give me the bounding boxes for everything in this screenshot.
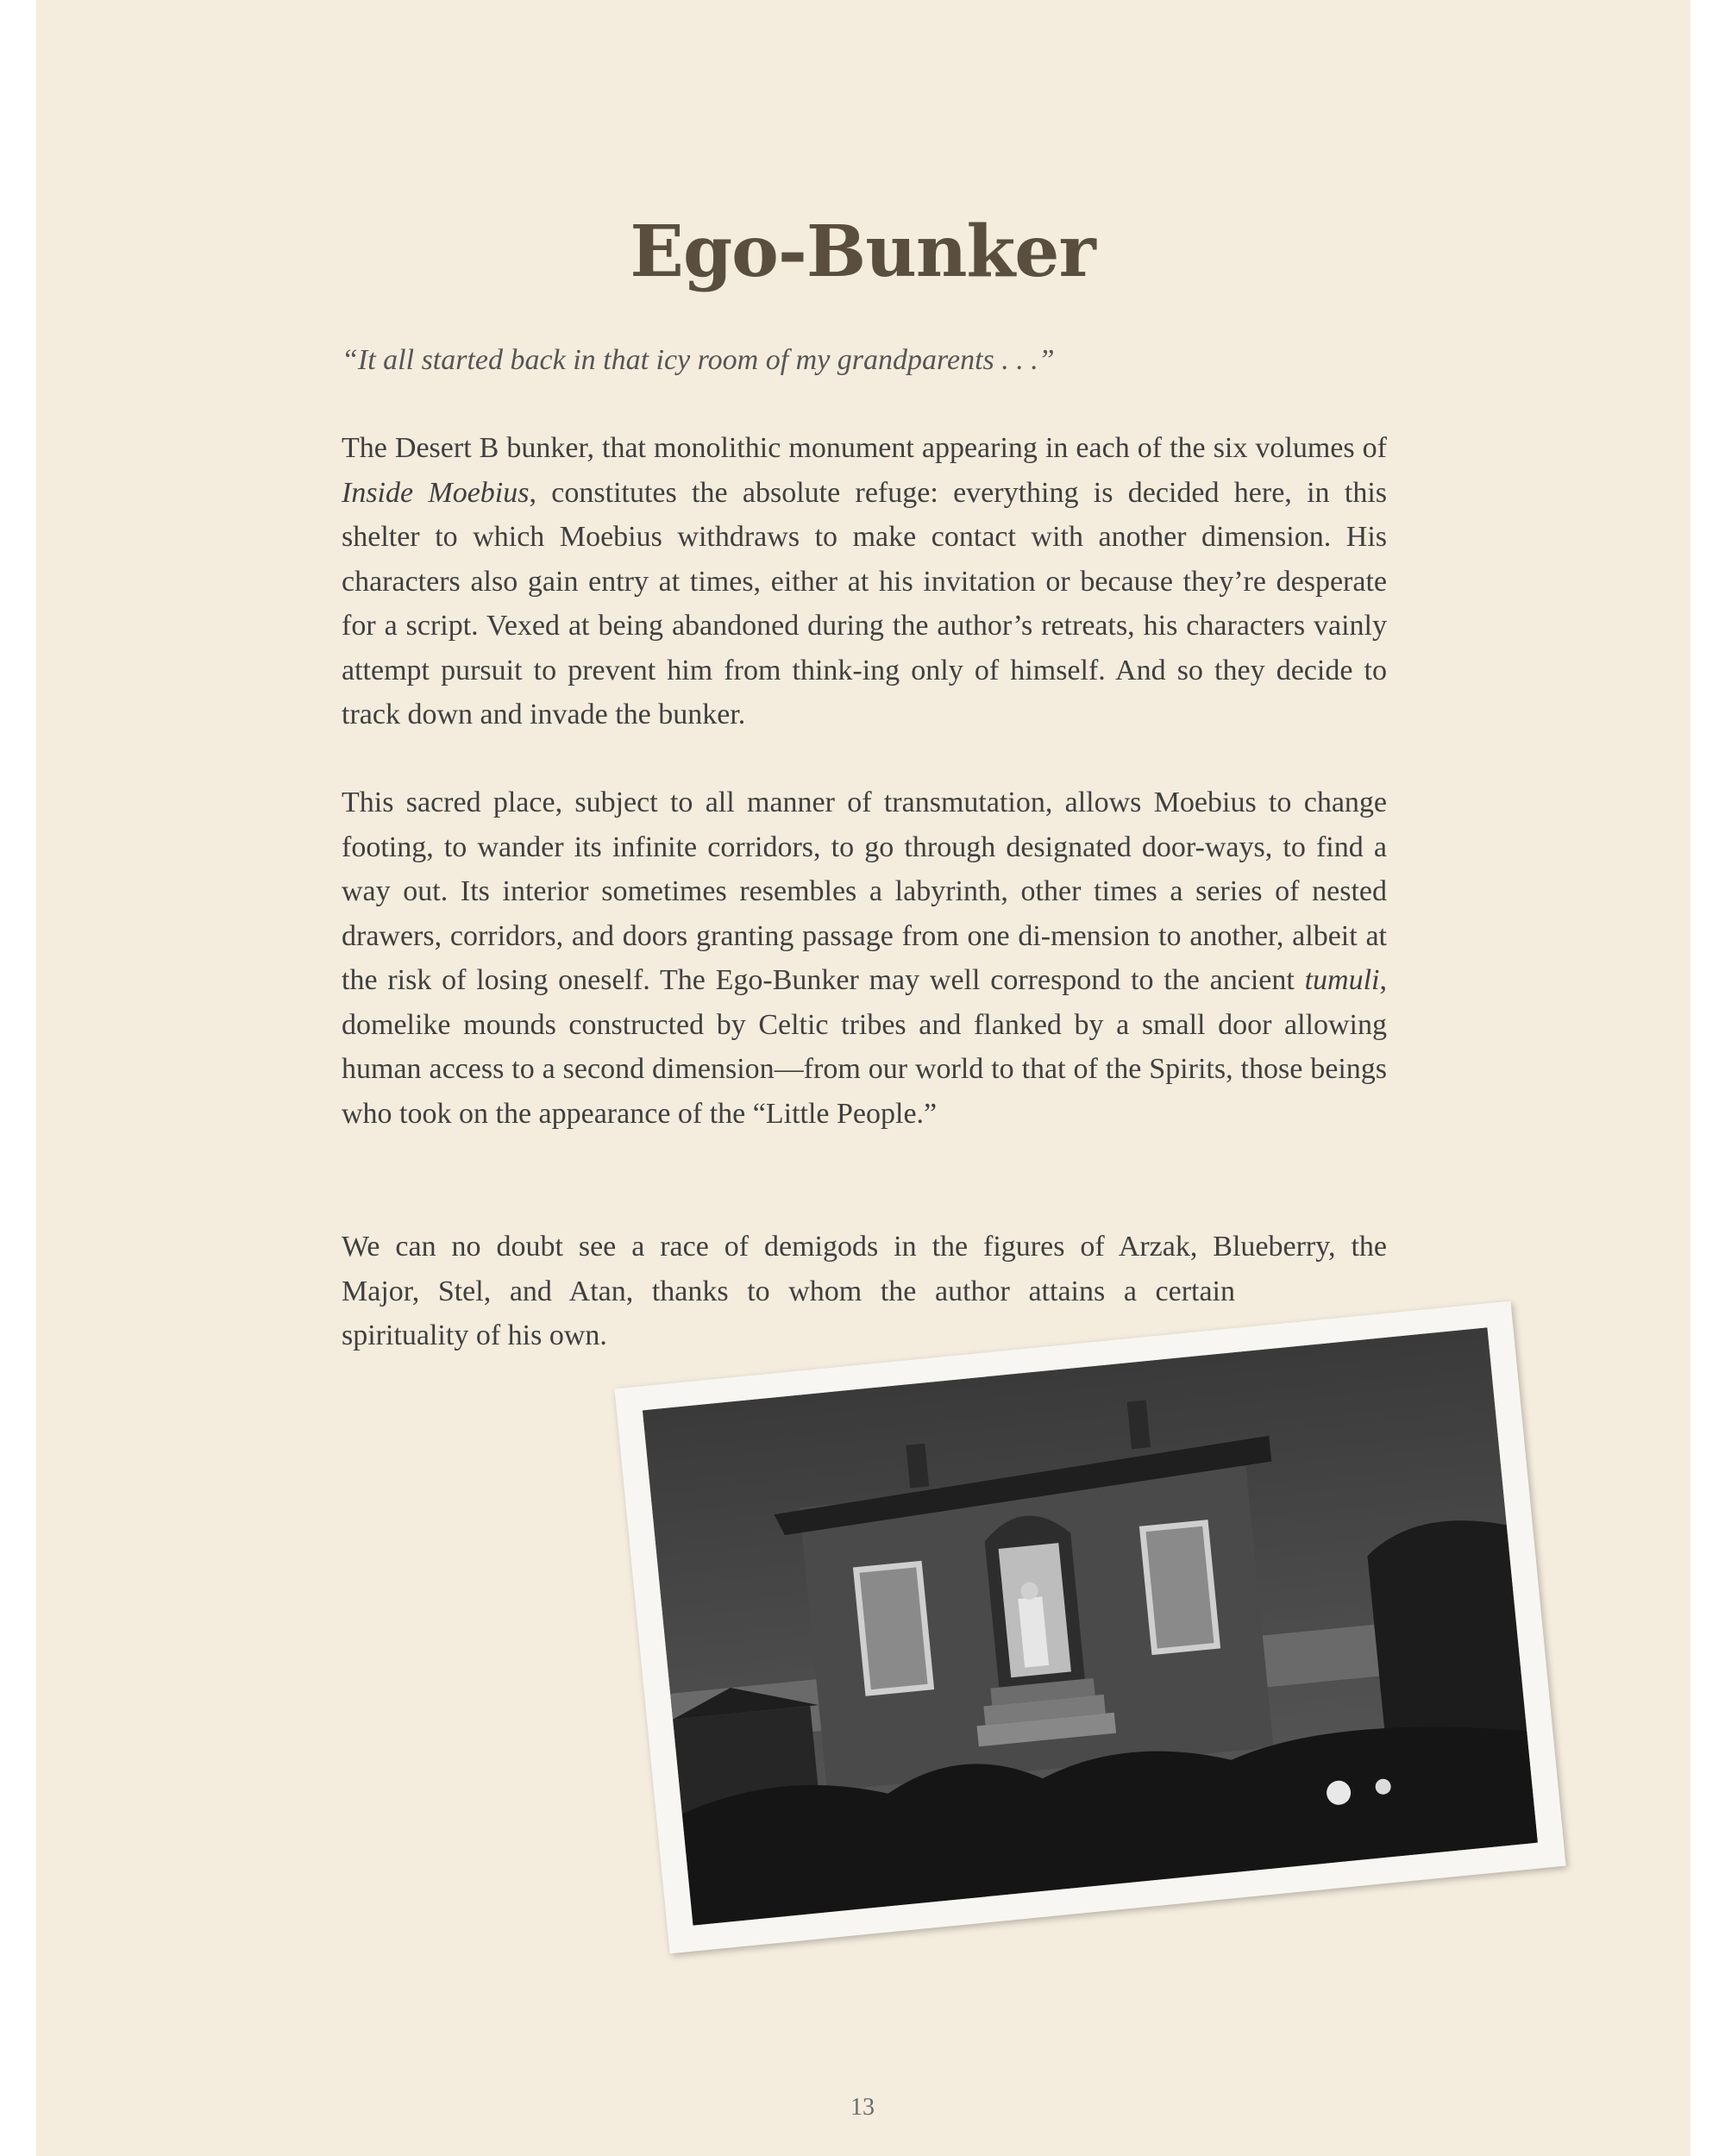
paragraph-1-text-b: , constitutes the absolute refuge: everything is decided here, in this shelter to which Moebius withdraws to make contact with another dimension. His characters also gain entry at times, either at his invitation or because they’re desperate for a script. Vexed at being abandoned during the author’s retreats, his characters vainly attempt pursuit to prevent him from think-ing only of himself. And so they decide to track down and invade the bunker.	[342, 476, 1387, 730]
book-title-inside-moebius: Inside Moebius	[342, 476, 530, 509]
page-title: Ego-Bunker	[630, 210, 1095, 293]
paragraph-3-line-1: We can no doubt see a race of demigods in the figures of Arzak, Blueberry, the	[342, 1231, 1387, 1263]
house-photo-image	[643, 1327, 1538, 1925]
paragraph-2	[342, 780, 1387, 1136]
paragraph-2-text-a: This sacred place, subject to all manner of transmutation, allows Moebius to change footing, to wander its infinite corridors, to go through designated door-ways, to find a way out. Its interior sometimes resembles a labyrinth, other times a series of nested drawers, corridors, and doors granting passage from one di-mension to another, albeit at the risk of losing oneself. The Ego-Bunker may well correspond to the ancient	[342, 787, 1387, 996]
term-tumuli: tumuli	[1304, 964, 1380, 996]
paragraph-1-text-a: The Desert B bunker, that monolithic monument appearing in each of the six volumes of	[342, 432, 1387, 464]
paragraph-3-line-2: Major, Stel, and Atan, thanks to whom the author attains a certain	[342, 1275, 1235, 1307]
paragraph-2-text-b: , domelike mounds constructed by Celtic tribes and flanked by a small door allowing human access to a second dimension—from our world to that of the Spirits, those beings who took on the appearance of the “Little People.”	[342, 964, 1387, 1130]
paragraph-1	[342, 426, 1387, 737]
house-illustration	[643, 1327, 1538, 1925]
page-number: 13	[850, 2094, 875, 2121]
vintage-house-photo	[614, 1301, 1565, 1954]
paragraph-3-line-3: spirituality of his own.	[342, 1319, 607, 1351]
epigraph-quote: “It all started back in that icy room of my grandparents . . .”	[342, 344, 1055, 376]
